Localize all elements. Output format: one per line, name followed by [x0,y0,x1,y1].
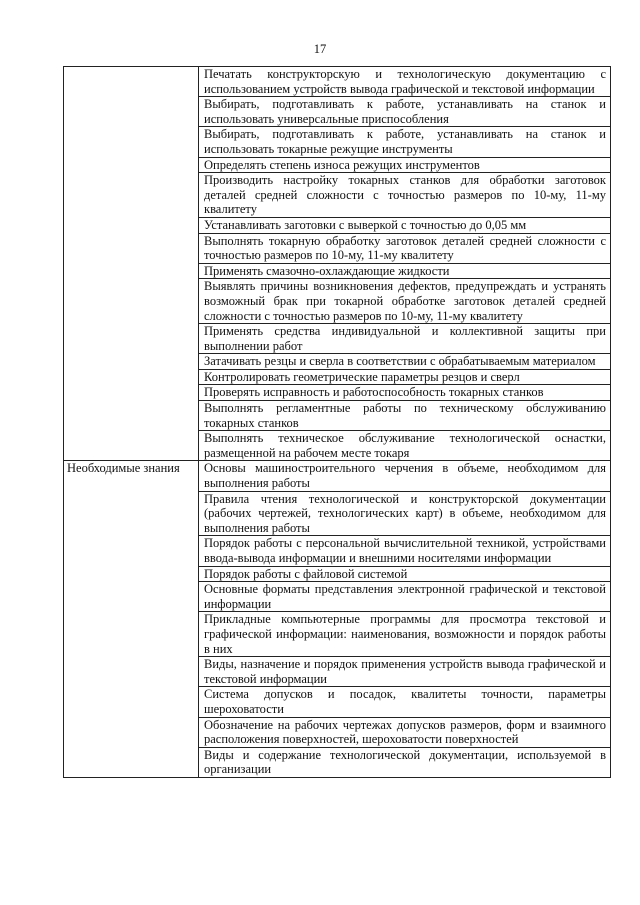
list-item: Система допусков и посадок, квалитеты точности, параметры шероховатости [199,686,610,716]
list-item: Выбирать, подготавливать к работе, устанавливать на станок и использовать токарные режущие инструменты [199,126,610,156]
list-item: Прикладные компьютерные программы для просмотра текстовой и графической информации: наименования, возможности и порядок работы в них [199,611,610,656]
list-item: Производить настройку токарных станков для обработки заготовок деталей средней сложности с точностью размеров по 10-му, 11-му квалитету [199,172,610,217]
list-item: Проверять исправность и работоспособность токарных станков [199,384,610,400]
skills-items-cell [199,67,611,461]
list-item: Выполнять токарную обработку заготовок деталей средней сложности с точностью размеров по 10-му, 11-му квалитету [199,233,610,263]
list-item: Правила чтения технологической и конструкторской документации (рабочих чертежей, технологических карт) в объеме, необходимом для выполнения работы [199,491,610,536]
skills-label-cell [64,67,199,461]
list-item: Устанавливать заготовки с выверкой с точностью до 0,05 мм [199,217,610,233]
list-item: Печатать конструкторскую и технологическую документацию с использованием устройств вывода графической и текстовой информации [204,67,606,96]
list-item: Затачивать резцы и сверла в соответствии с обрабатываемым материалом [199,353,610,369]
knowledge-label: Необходимые знания [67,461,180,476]
page-number: 17 [313,42,327,56]
list-item: Контролировать геометрические параметры резцов и сверл [199,369,610,385]
list-item: Виды и содержание технологической документации, используемой в организации [199,747,610,777]
list-item: Применять средства индивидуальной и коллективной защиты при выполнении работ [199,323,610,353]
list-item: Определять степень износа режущих инструментов [199,157,610,173]
list-item: Основные форматы представления электронной графической и текстовой информации [199,581,610,611]
list-item: Применять смазочно-охлаждающие жидкости [199,263,610,279]
knowledge-label-cell [64,461,199,777]
list-item: Порядок работы с файловой системой [199,566,610,582]
knowledge-items-cell [199,461,611,777]
knowledge-row [64,461,611,777]
skills-row [64,67,611,461]
list-item: Выявлять причины возникновения дефектов, предупреждать и устранять возможный брак при токарной обработке заготовок деталей средней сложности с точностью размеров по 10-му, 11-му квалитету [199,278,610,323]
list-item: Виды, назначение и порядок применения устройств вывода графической и текстовой информации [199,656,610,686]
list-item: Порядок работы с персональной вычислительной техникой, устройствами ввода-вывода информации и внешними носителями информации [199,535,610,565]
list-item: Выполнять регламентные работы по техническому обслуживанию токарных станков [199,400,610,430]
list-item: Основы машиностроительного черчения в объеме, необходимом для выполнения работы [204,461,606,491]
list-item: Выполнять техническое обслуживание технологической оснастки, размещенной на рабочем месте токаря [199,430,610,460]
list-item: Обозначение на рабочих чертежах допусков размеров, форм и взаимного расположения поверхностей, шероховатости поверхностей [199,717,610,747]
list-item: Выбирать, подготавливать к работе, устанавливать на станок и использовать универсальные приспособления [199,96,610,126]
competency-table [63,66,611,778]
